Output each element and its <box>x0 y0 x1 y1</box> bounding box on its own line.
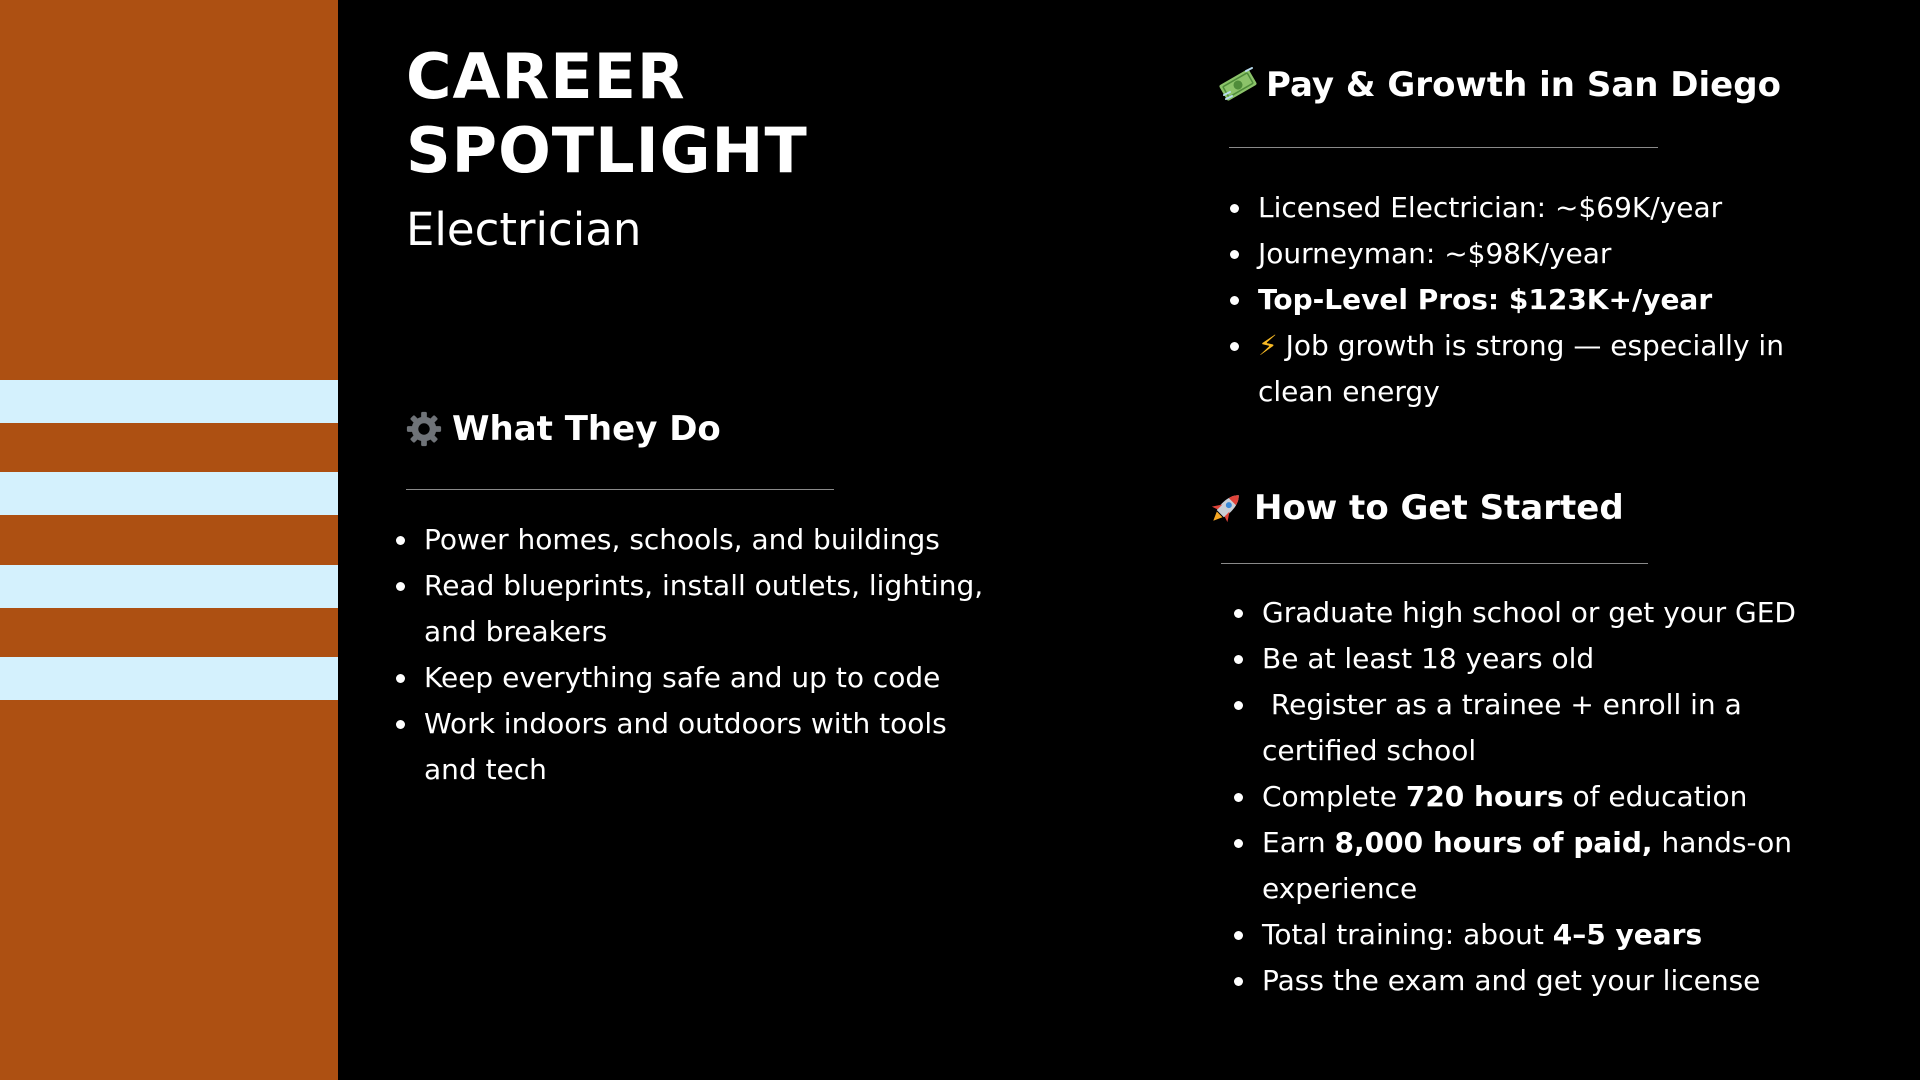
list-item <box>1230 323 1850 415</box>
highlight-text: 8,000 hours of paid, <box>1334 826 1653 859</box>
section-divider <box>1221 563 1648 564</box>
section-divider <box>1229 147 1658 148</box>
pay-growth-heading <box>1218 63 1781 107</box>
what-they-do-heading <box>404 407 721 451</box>
list-item: Register as a trainee + enroll in a certified school <box>1234 682 1854 774</box>
page-subtitle: Electrician <box>406 203 642 256</box>
list-item-text: Total training: about <box>1262 918 1553 951</box>
highlight-text: Top-Level Pros: $123K+/year <box>1258 283 1713 316</box>
what-they-do-title: What They Do <box>452 409 721 449</box>
list-item: Work indoors and outdoors with tools and tech <box>396 701 996 793</box>
list-item-text: Complete <box>1262 780 1406 813</box>
lightning-icon: ⚡ <box>1258 329 1278 362</box>
list-item: Power homes, schools, and buildings <box>396 517 996 563</box>
list-item <box>1230 277 1850 323</box>
list-item-text: of education <box>1563 780 1748 813</box>
list-item <box>1234 912 1854 958</box>
gear-icon <box>404 409 444 449</box>
list-item-text: Earn <box>1262 826 1335 859</box>
highlight-text: 4–5 years <box>1552 918 1703 951</box>
money-icon <box>1218 65 1258 105</box>
list-item-text: Job growth is strong — especially in clean energy <box>1258 329 1784 408</box>
section-divider <box>406 489 834 490</box>
list-item <box>1234 820 1854 912</box>
get-started-list <box>1234 590 1854 1004</box>
list-item: Licensed Electrician: ~$69K/year <box>1230 185 1850 231</box>
pay-growth-list <box>1230 185 1850 415</box>
decor-stripe <box>0 657 338 700</box>
list-item: Be at least 18 years old <box>1234 636 1854 682</box>
rocket-icon <box>1206 488 1246 528</box>
list-item: Read blueprints, install outlets, lighting, and breakers <box>396 563 996 655</box>
decor-stripe <box>0 472 338 515</box>
list-item: Keep everything safe and up to code <box>396 655 996 701</box>
decor-stripe <box>0 565 338 608</box>
list-item: Pass the exam and get your license <box>1234 958 1854 1004</box>
list-item <box>1234 774 1854 820</box>
decor-stripe <box>0 380 338 423</box>
get-started-title: How to Get Started <box>1254 488 1624 528</box>
highlight-text: 720 hours <box>1405 780 1564 813</box>
list-item-text: hands-on experience <box>1262 826 1801 905</box>
page-title: CAREER SPOTLIGHT <box>406 40 808 187</box>
pay-growth-title: Pay & Growth in San Diego <box>1266 65 1781 105</box>
what-they-do-list <box>396 517 996 793</box>
side-decor-panel <box>0 0 338 1080</box>
list-item: Journeyman: ~$98K/year <box>1230 231 1850 277</box>
get-started-heading <box>1206 486 1624 530</box>
list-item: Graduate high school or get your GED <box>1234 590 1854 636</box>
